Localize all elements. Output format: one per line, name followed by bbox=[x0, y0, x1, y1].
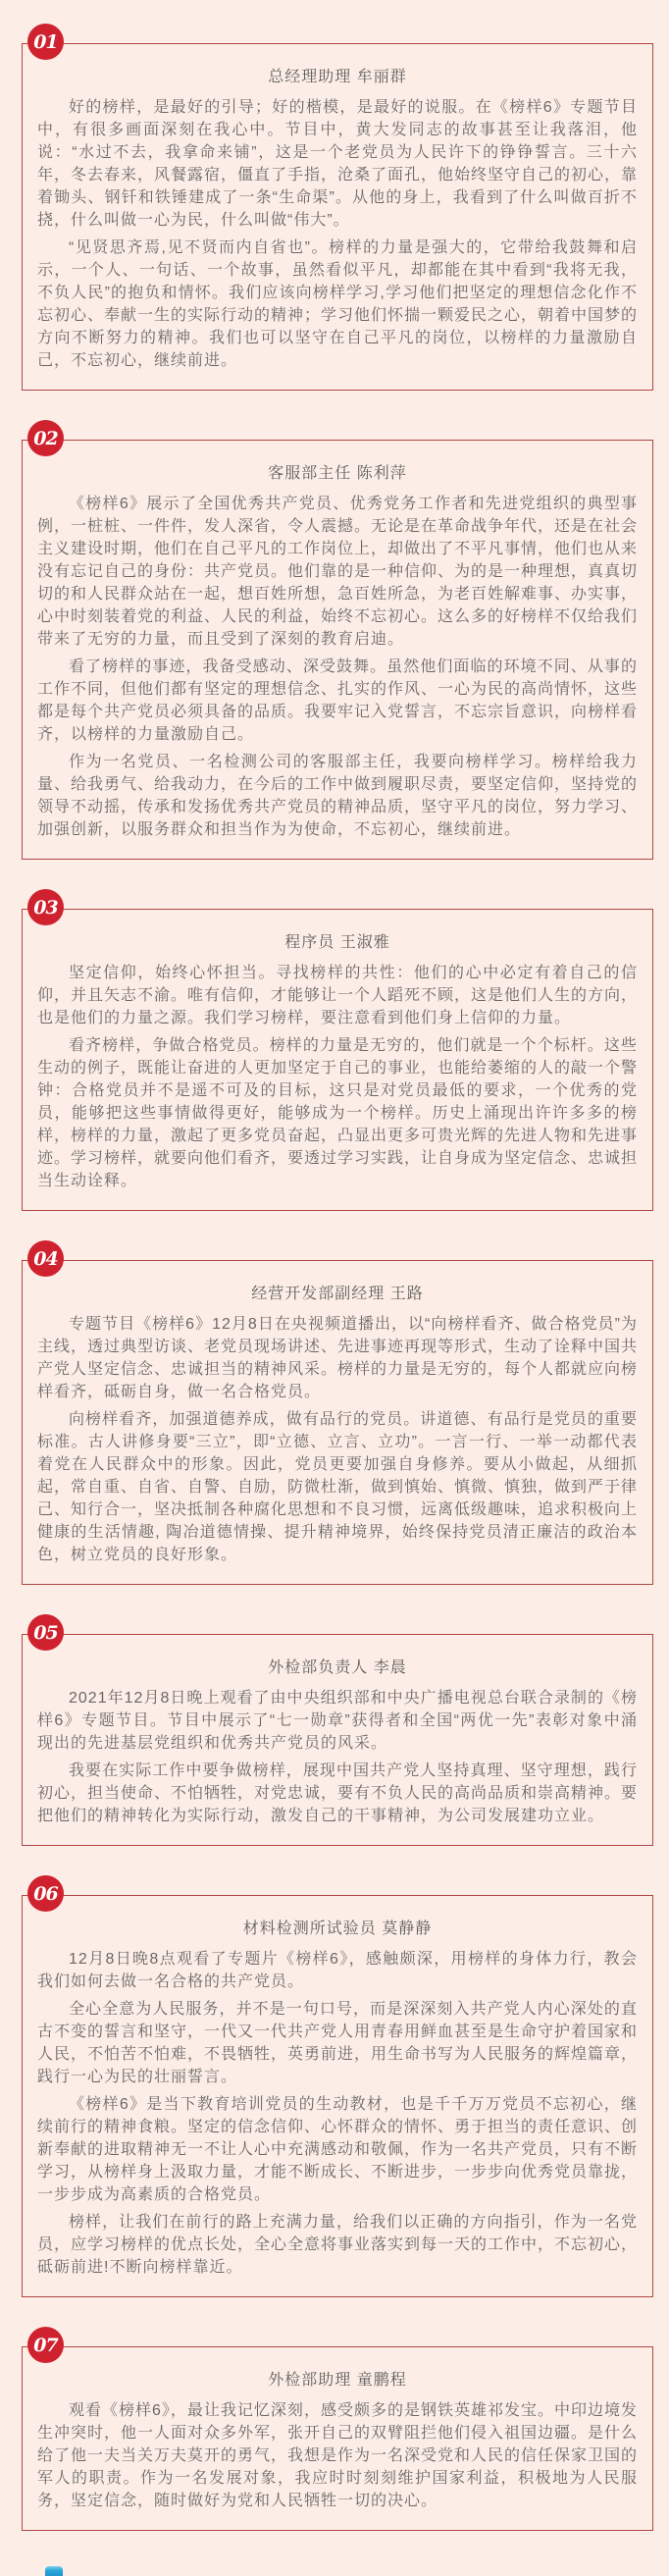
blue-logo-fragment-icon bbox=[45, 2566, 63, 2576]
comment-paragraph: 我要在实际工作中要争做榜样，展现中国共产党人坚持真理、坚守理想，践行初心，担当使命、不怕牺牲，对党忠诚，要有不负人民的高尚品质和崇高精神。要把他们的精神转化为实际行动，激发自己的干事精神，为公司发展建功立业。 bbox=[37, 1762, 639, 1824]
comment-card-01 bbox=[22, 30, 653, 391]
comment-paragraph: “见贤思齐焉,见不贤而内自省也”。榜样的力量是强大的，它带给我鼓舞和启示，一个人、一句话、一个故事，虽然看似平凡，却都能在其中看到“我将无我，不负人民”的抱负和情怀。我们应该向榜样学习,学习他们把坚定的理想信念化作不忘初心、奉献一生的实际行动的精神；学习他们怀揣一颗爱民之心，朝着中国梦的方向不断努力的精神。我们也可以坚守在自己平凡的岗位，以榜样的力量激励自己，不忘初心，继续前进。 bbox=[37, 239, 639, 369]
comment-card-02 bbox=[22, 427, 653, 860]
section-number-badge bbox=[27, 1875, 64, 1912]
comment-paragraph: 12月8日晚8点观看了专题片《榜样6》，感触颇深，用榜样的身体力行，教会我们如何去做一名合格的共产党员。 bbox=[37, 1951, 638, 1990]
badge-number: 07 bbox=[33, 2334, 58, 2356]
author-title: 程序员 王淑雅 bbox=[284, 934, 390, 951]
comment-paragraph: 《榜样6》展示了全国优秀共产党员、优秀党务工作者和先进党组织的典型事例，一桩桩、一件件，发人深省，令人震撼。无论是在革命战争年代，还是在社会主义建设时期，他们在自己平凡的工作岗位上，却做出了不平凡事情，他们也从来没有忘记自己的身份：共产党员。他们靠的是一种信仰、为的是一种理想，真真切切的和人民群众站在一起，想百姓所想，急百姓所急，为老百姓解难事、办实事，心中时刻装着党的利益、人民的利益，始终不忘初心。这么多的好榜样不仅给我们带来了无穷的力量，而且受到了深刻的教育启迪。 bbox=[37, 496, 639, 648]
comment-paragraph: 看齐榜样，争做合格党员。榜样的力量是无穷的，他们就是一个个标杆。这些生动的例子，既能让奋进的人更加坚定于自己的事业，也能给萎缩的人的敲一个警钟：合格党员并不是遥不可及的目标，这只是对党员最低的要求，一个优秀的党员，能够把这些事情做得更好，能够成为一个榜样。历史上涌现出许许多多的榜样，榜样的力量，激起了更多党员奋起，凸显出更多可贵光辉的先进人物和先进事迹。学习榜样，就要向他们看齐，要透过学习实践，让自身成为坚定信念、忠诚担当生动诠释。 bbox=[37, 1037, 639, 1189]
comment-card-04 bbox=[22, 1247, 653, 1585]
section-number-badge bbox=[27, 889, 64, 925]
section-number-badge bbox=[27, 420, 64, 456]
comment-card-03 bbox=[22, 896, 653, 1211]
comment-paragraph: 榜样，让我们在前行的路上充满力量，给我们以正确的方向指引，作为一名党员，应学习榜样的优点长处，全心全意将事业落实到每一天的工作中，不忘初心，砥砺前进!不断向榜样靠近。 bbox=[37, 2214, 639, 2276]
badge-number: 03 bbox=[33, 896, 58, 919]
comment-paragraph: 2021年12月8日晚上观看了由中央组织部和中央广播电视总台联合录制的《榜样6》专题节目。节目中展示了“七一勋章”获得者和全国“两优一先”表彰对象中涌现出的先进基层党组织和优秀共产党员的风采。 bbox=[37, 1690, 638, 1752]
comment-paragraph: 坚定信仰，始终心怀担当。寻找榜样的共性：他们的心中必定有着自己的信仰，并且矢志不渝。唯有信仰，才能够让一个人蹈死不顾，这是他们人生的方向，也是他们的力量之源。我们学习榜样，要注意看到他们身上信仰的力量。 bbox=[37, 965, 639, 1026]
badge-number: 05 bbox=[33, 1621, 58, 1644]
author-title: 客服部主任 陈利萍 bbox=[268, 465, 407, 482]
comment-card-06 bbox=[22, 1882, 653, 2297]
comment-card-07 bbox=[22, 2334, 653, 2531]
section-number-badge bbox=[27, 2327, 64, 2363]
badge-number: 01 bbox=[33, 30, 58, 53]
comment-paragraph: 专题节目《榜样6》12月8日在央视频道播出，以“向榜样看齐、做合格党员”为主线，透过典型访谈、老党员现场讲述、先进事迹再现等形式，生动了诠释中国共产党人坚定信念、忠诚担当的精神风采。榜样的力量是无穷的，每个人都就应向榜样看齐，砥砺自身，做一名合格党员。 bbox=[37, 1316, 639, 1400]
comment-paragraph: 向榜样看齐，加强道德养成，做有品行的党员。讲道德、有品行是党员的重要标准。古人讲修身要“三立”，即“立德、立言、立功”。一言一行、一举一动都代表着党在人民群众中的形象。因此，党员更要加强自身修养。要从小做起，从细抓起，常自重、自省、自警、自励，防微杜渐，做到慎始、慎微、慎独，做到严于律己、知行合一，坚决抵制各种腐化思想和不良习惯，远离低级趣味，追求积极向上健康的生活情趣, 陶冶道德情操、提升精神境界，始终保持党员清正廉洁的政治本色，树立党员的良好形象。 bbox=[37, 1411, 639, 1563]
badge-number: 06 bbox=[33, 1882, 58, 1905]
section-number-badge bbox=[27, 1240, 64, 1277]
comment-paragraph: 《榜样6》是当下教育培训党员的生动教材，也是千千万万党员不忘初心，继续前行的精神食粮。坚定的信念信仰、心怀群众的情怀、勇于担当的责任意识、创新奉献的进取精神无一不让人心中充满感动和敬佩，作为一名共产党员，只有不断学习，从榜样身上汲取力量，才能不断成长、不断进步，一步步向优秀党员靠拢，一步步成为高素质的合格党员。 bbox=[37, 2096, 639, 2203]
badge-number: 02 bbox=[33, 427, 58, 449]
section-number-badge bbox=[27, 24, 64, 60]
comment-paragraph: 看了榜样的事迹，我备受感动、深受鼓舞。虽然他们面临的环境不同、从事的工作不同，但他们都有坚定的理想信念、扎实的作风、一心为民的高尚情怀，这些都是每个共产党员必须具备的品质。我要牢记入党誓言，不忘宗旨意识，向榜样看齐，以榜样的力量激励自己。 bbox=[37, 658, 639, 743]
section-number-badge bbox=[27, 1614, 64, 1651]
author-title: 经营开发部副经理 王路 bbox=[251, 1286, 424, 1302]
badge-number: 04 bbox=[33, 1247, 58, 1270]
comment-paragraph: 全心全意为人民服务，并不是一句口号，而是深深刻入共产党人内心深处的直古不变的誓言和坚守，一代又一代共产党人用青春用鲜血甚至是生命守护着国家和人民，不怕苦不怕难，不畏牺牲，英勇前进，用生命书写为人民服务的辉煌篇章，践行一心为民的壮丽誓言。 bbox=[37, 2001, 639, 2085]
author-title: 总经理助理 牟丽群 bbox=[268, 69, 407, 85]
comment-paragraph: 作为一名党员、一名检测公司的客服部主任，我要向榜样学习。榜样给我力量、给我勇气、给我动力，在今后的工作中做到履职尽责，要坚定信仰，坚持党的领导不动摇，传承和发扬优秀共产党员的精神品质，坚守平凡的岗位，努力学习、加强创新，以服务群众和担当作为为使命，不忘初心，继续前进。 bbox=[37, 754, 639, 838]
author-title: 外检部助理 童鹏程 bbox=[268, 2372, 407, 2389]
author-title: 外检部负责人 李晨 bbox=[268, 1659, 407, 1676]
comment-paragraph: 观看《榜样6》，最让我记忆深刻，感受颇多的是钢铁英雄祁发宝。中印边境发生冲突时，他一人面对众多外军，张开自己的双臂阻拦他们侵入祖国边疆。是什么给了他一夫当关万夫莫开的勇气，我想是作为一名深受党和人民的信任保家卫国的军人的职责。作为一名发展对象，我应时时刻刻维护国家利益，积极地为人民服务，坚定信念，随时做好为党和人民牺牲一切的决心。 bbox=[37, 2402, 639, 2509]
author-title: 材料检测所试验员 莫静静 bbox=[242, 1920, 433, 1937]
comment-card-05 bbox=[22, 1621, 653, 1846]
comment-paragraph: 好的榜样，是最好的引导；好的楷模，是最好的说服。在《榜样6》专题节目中，有很多画面深刻在我心中。节目中，黄大发同志的故事甚至让我落泪，他说：“水过不去，我拿命来铺”，这是一个老党员为人民许下的铮铮誓言。三十六年，冬去春来，风餐露宿，僵直了手指，沧桑了面孔，他始终坚守自己的初心，靠着锄头、钢钎和铁锤建成了一条“生命渠”。从他的身上，我看到了什么叫做百折不挠，什么叫做一心为民，什么叫做“伟大”。 bbox=[37, 99, 639, 229]
